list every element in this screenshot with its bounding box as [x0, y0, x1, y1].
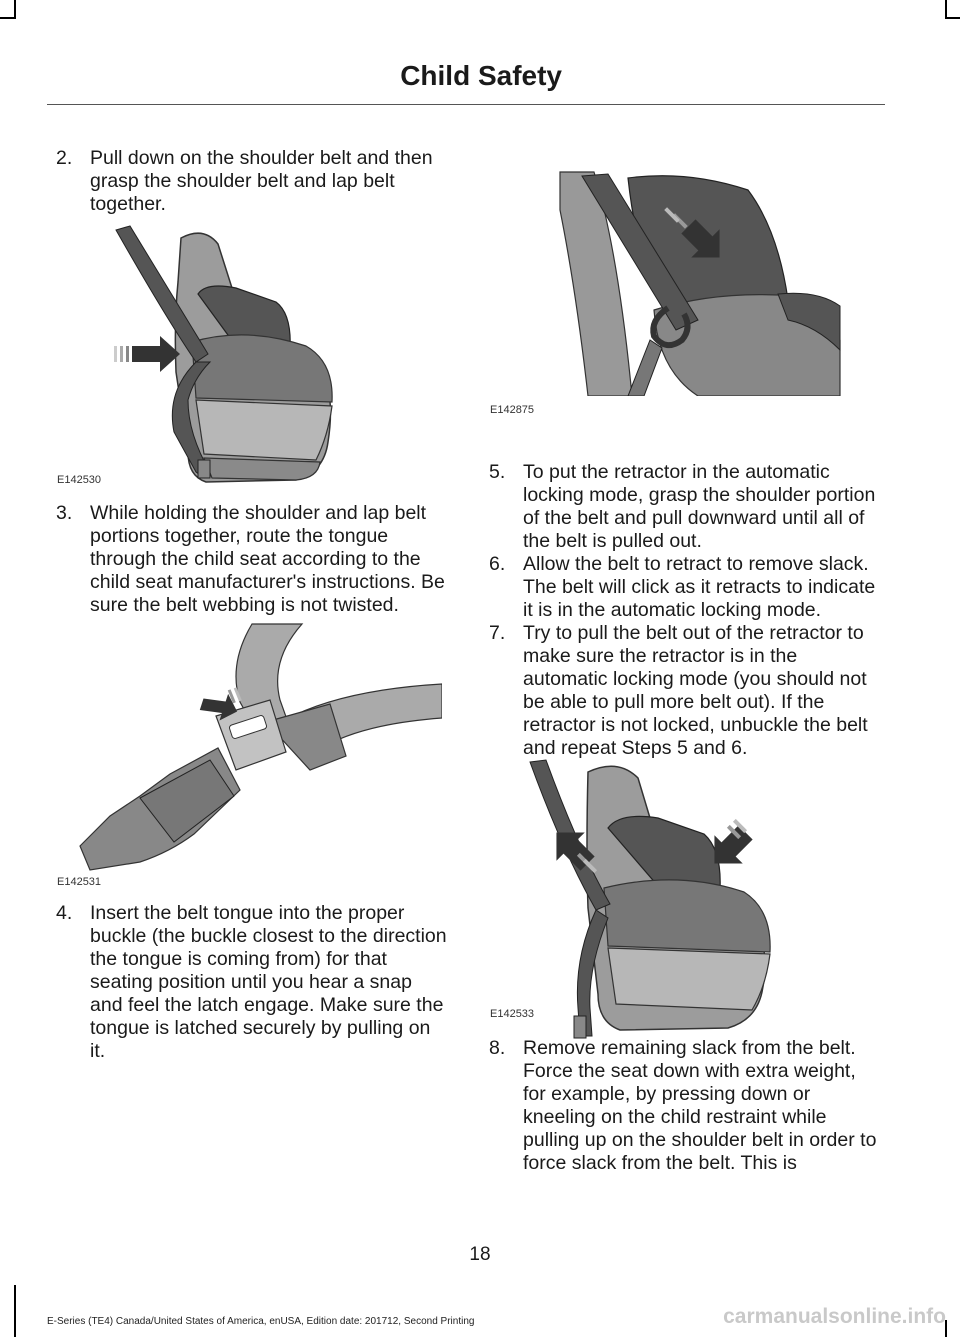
- step-3: [56, 502, 448, 617]
- step-text: While holding the shoulder and lap belt portions together, route the tongue through the child seat according to the child seat manufacturer's instructions. Be sure the belt webbing is not twisted.: [90, 502, 445, 616]
- figure-code: E142530: [57, 474, 102, 486]
- figure-code: E142533: [490, 1008, 535, 1020]
- page-number: 18: [469, 1244, 491, 1265]
- figure-belt-tongue-buckle: [70, 620, 442, 878]
- crop-mark: [945, 0, 947, 18]
- step-number: 6.: [489, 553, 506, 575]
- title-divider: [47, 104, 885, 105]
- step-text: Insert the belt tongue into the proper buckle (the buckle closest to the direction the tongue is coming from) for that seating position until you hear a snap and feel the latch engage. Make sure the tongue is latched securely by pulling on it.: [90, 902, 447, 1062]
- step-number: 5.: [489, 461, 506, 483]
- crop-mark: [945, 17, 960, 19]
- step-number: 4.: [56, 902, 73, 924]
- crop-mark: [0, 17, 16, 19]
- figure-child-seat-locking: [528, 758, 784, 1040]
- page-title: Child Safety: [400, 60, 562, 91]
- step-number: 7.: [489, 622, 506, 644]
- crop-mark: [14, 1285, 16, 1337]
- step-8: [489, 1037, 883, 1175]
- crop-mark: [14, 0, 16, 18]
- figure-code: E142531: [57, 876, 102, 888]
- step-4: [56, 902, 448, 1063]
- figure-child-seat-belt-pull: [96, 222, 356, 484]
- step-text: To put the retractor in the automatic locking mode, grasp the shoulder portion of the belt and pull downward until all of the belt is pulled out.: [523, 461, 876, 552]
- step-6: [489, 553, 881, 622]
- footer-edition: E-Series (TE4) Canada/United States of America, enUSA, Edition date: 201712, Second Printing: [47, 1316, 475, 1327]
- step-number: 2.: [56, 147, 73, 169]
- step-7: [489, 622, 881, 760]
- step-text: Remove remaining slack from the belt. Force the seat down with extra weight, for example, by pressing down or kneeling on the child restraint while pulling up on the shoulder belt in order to force slack from the belt. This is: [523, 1037, 877, 1174]
- figure-code: E142875: [490, 404, 535, 416]
- watermark: carmanualsonline.info: [723, 1305, 946, 1328]
- step-text: Allow the belt to retract to remove slack. The belt will click as it retracts to indicate it is in the automatic locking mode.: [523, 553, 876, 621]
- figure-retractor-close-up: [558, 170, 842, 396]
- step-text: Pull down on the shoulder belt and then grasp the shoulder belt and lap belt together.: [90, 147, 433, 215]
- step-5: [489, 461, 881, 553]
- step-number: 8.: [489, 1037, 506, 1059]
- step-2: [56, 147, 444, 216]
- step-number: 3.: [56, 502, 73, 524]
- step-text: Try to pull the belt out of the retractor to make sure the retractor is in the automatic locking mode (you should not be able to pull more belt out). If the retractor is not locked, unbuckle the belt and repeat Steps 5 and 6.: [523, 622, 868, 759]
